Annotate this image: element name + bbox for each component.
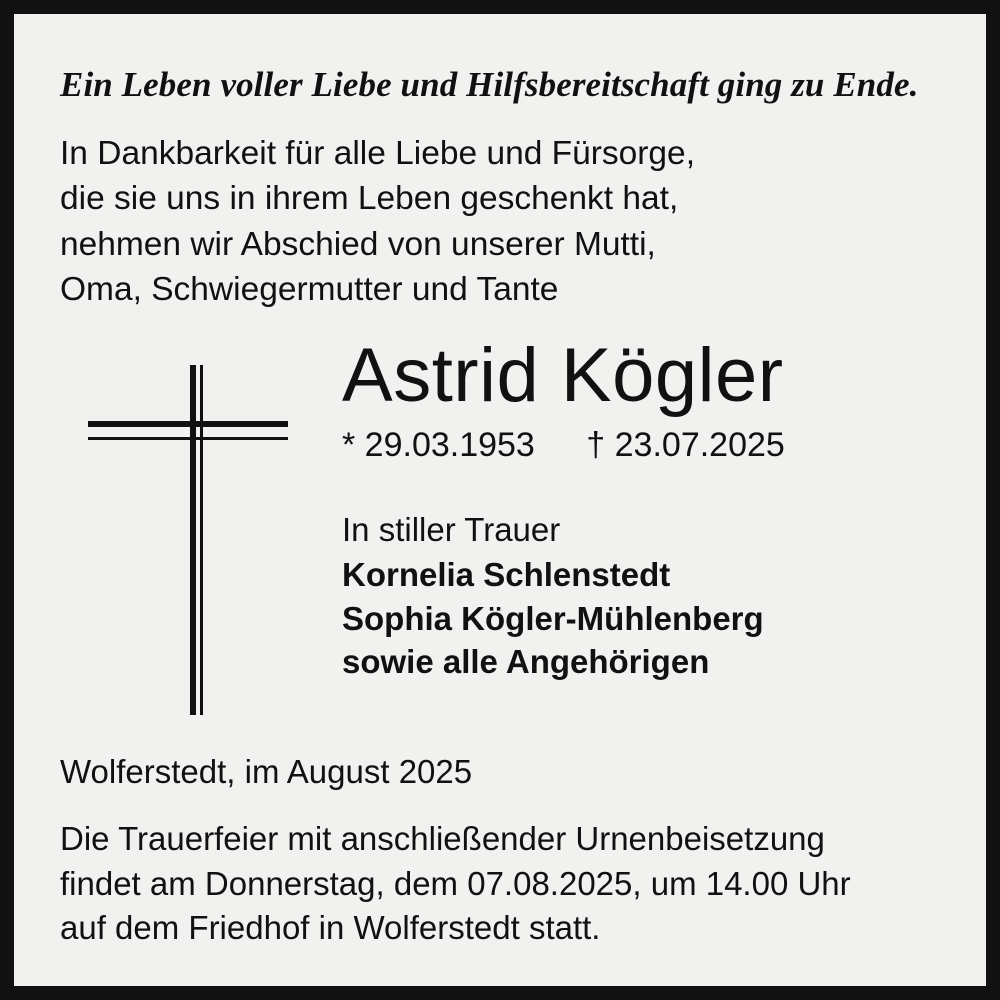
intro-line: die sie uns in ihrem Leben geschenkt hat, (60, 180, 679, 218)
deceased-details (342, 332, 940, 684)
cross-horizontal-bar (88, 421, 288, 427)
cross-horizontal-bar-thin (88, 437, 288, 440)
mourning-label: In stiller Trauer (342, 511, 561, 549)
obituary-main-block (60, 332, 940, 727)
mourner-name: sowie alle Angehörigen (342, 643, 710, 681)
life-dates (342, 426, 940, 465)
obituary-content (14, 14, 986, 986)
death-date: † 23.07.2025 (586, 426, 785, 465)
ceremony-line: findet am Donnerstag, dem 07.08.2025, um 14.00 Uhr (60, 864, 851, 902)
intro-line: In Dankbarkeit für alle Liebe und Fürsorge, (60, 134, 695, 172)
obituary-intro (60, 131, 940, 313)
cross-vertical-bar-thin (200, 365, 203, 715)
christian-cross-icon (88, 365, 298, 715)
mourner-name: Sophia Kögler-Mühlenberg (342, 599, 764, 637)
ceremony-line: auf dem Friedhof in Wolferstedt statt. (60, 909, 601, 947)
ceremony-info (60, 817, 940, 952)
obituary-headline: Ein Leben voller Liebe und Hilfsbereitschaft ging zu Ende. (60, 65, 919, 104)
cross-vertical-bar (190, 365, 196, 715)
birth-date: * 29.03.1953 (342, 426, 535, 465)
ceremony-line: Die Trauerfeier mit anschließender Urnenbeisetzung (60, 819, 825, 857)
intro-line: Oma, Schwiegermutter und Tante (60, 271, 559, 309)
mourner-name: Kornelia Schlenstedt (342, 556, 671, 594)
deceased-name: Astrid Kögler (342, 332, 784, 418)
intro-line: nehmen wir Abschied von unserer Mutti, (60, 225, 656, 263)
mourners-list (342, 553, 940, 684)
place-and-date: Wolferstedt, im August 2025 (60, 752, 473, 790)
